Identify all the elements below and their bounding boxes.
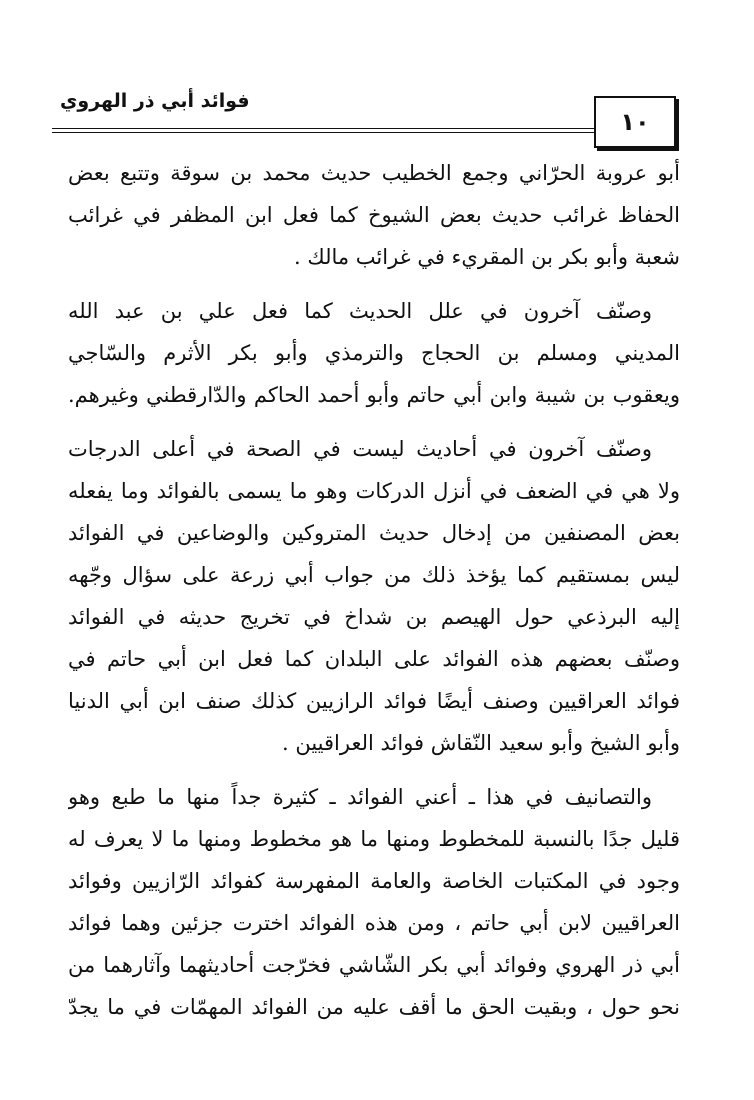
text-line: وصنّف آخرون في علل الحديث كما فعل علي بن عبد الله: [68, 299, 652, 323]
header-rule-top: [52, 128, 594, 129]
text-line: شعبة وأبو بكر بن المقريء في غرائب مالك .: [294, 245, 680, 269]
text-line: وصنّف آخرون في أحاديث ليست في الصحة في أعلى الدرجات: [68, 437, 652, 461]
text-line: وصنّف بعضهم هذه الفوائد على البلدان كما فعل ابن أبي حاتم في: [68, 647, 680, 671]
text-line: ليس بمستقيم كما يؤخذ ذلك من جواب أبي زرعة على سؤال وجّهه: [68, 563, 680, 587]
text-line: وجود في المكتبات الخاصة والعامة المفهرسة كفوائد الرّازيين وفوائد: [68, 869, 680, 893]
text-line: أبي ذر الهروي وفوائد أبي بكر الشّاشي فخرّجت أحاديثهما وآثارهما من: [68, 953, 680, 977]
text-line: قليل جدًا بالنسبة للمخطوط ومنها ما هو مخطوط ومنها ما لا يعرف له: [68, 827, 680, 851]
text-line: والتصانيف في هذا ـ أعني الفوائد ـ كثيرة جداً منها ما طبع وهو: [68, 785, 652, 809]
text-line: ويعقوب بن شيبة وابن أبي حاتم وأبو أحمد الحاكم والدّارقطني وغيرهم.: [68, 383, 680, 407]
paragraph-1: [68, 152, 680, 278]
body-text: [68, 152, 680, 1028]
paragraph-2: [68, 290, 680, 416]
text-line: فوائد العراقيين وصنف أيضًا فوائد الرازيين كذلك صنف ابن أبي الدنيا: [68, 689, 680, 713]
text-line: نحو حول ، وبقيت الحق ما أقف عليه من الفوائد المهمّات في ما يجدّ: [68, 995, 680, 1019]
text-line: إليه البرذعي حول الهيصم بن شداخ في تخريج حديثه في الفوائد: [68, 605, 680, 629]
text-line: ولا هي في الضعف في أنزل الدركات وهو ما يسمى بالفوائد وما يفعله: [68, 479, 680, 503]
text-line: أبو عروبة الحرّاني وجمع الخطيب حديث محمد بن سوقة وتتبع بعض: [68, 161, 680, 185]
page-number: ١٠: [594, 96, 676, 148]
text-line: الحفاظ غرائب حديث بعض الشيوخ كما فعل ابن المظفر في غرائب: [68, 203, 680, 227]
text-line: بعض المصنفين من إدخال حديث المتروكين والوضاعين في الفوائد: [68, 521, 680, 545]
header-rule-bottom: [52, 132, 594, 133]
text-line: المديني ومسلم بن الحجاج والترمذي وأبو بكر الأثرم والسّاجي: [68, 341, 680, 365]
text-line: وأبو الشيخ وأبو سعيد النّقاش فوائد العراقيين .: [282, 731, 680, 755]
paragraph-3: [68, 428, 680, 764]
text-line: العراقيين لابن أبي حاتم ، ومن هذه الفوائد اخترت جزئين وهما فوائد: [68, 911, 680, 935]
paragraph-4: [68, 776, 680, 1028]
running-title: فوائد أبي ذر الهروي: [60, 90, 250, 112]
